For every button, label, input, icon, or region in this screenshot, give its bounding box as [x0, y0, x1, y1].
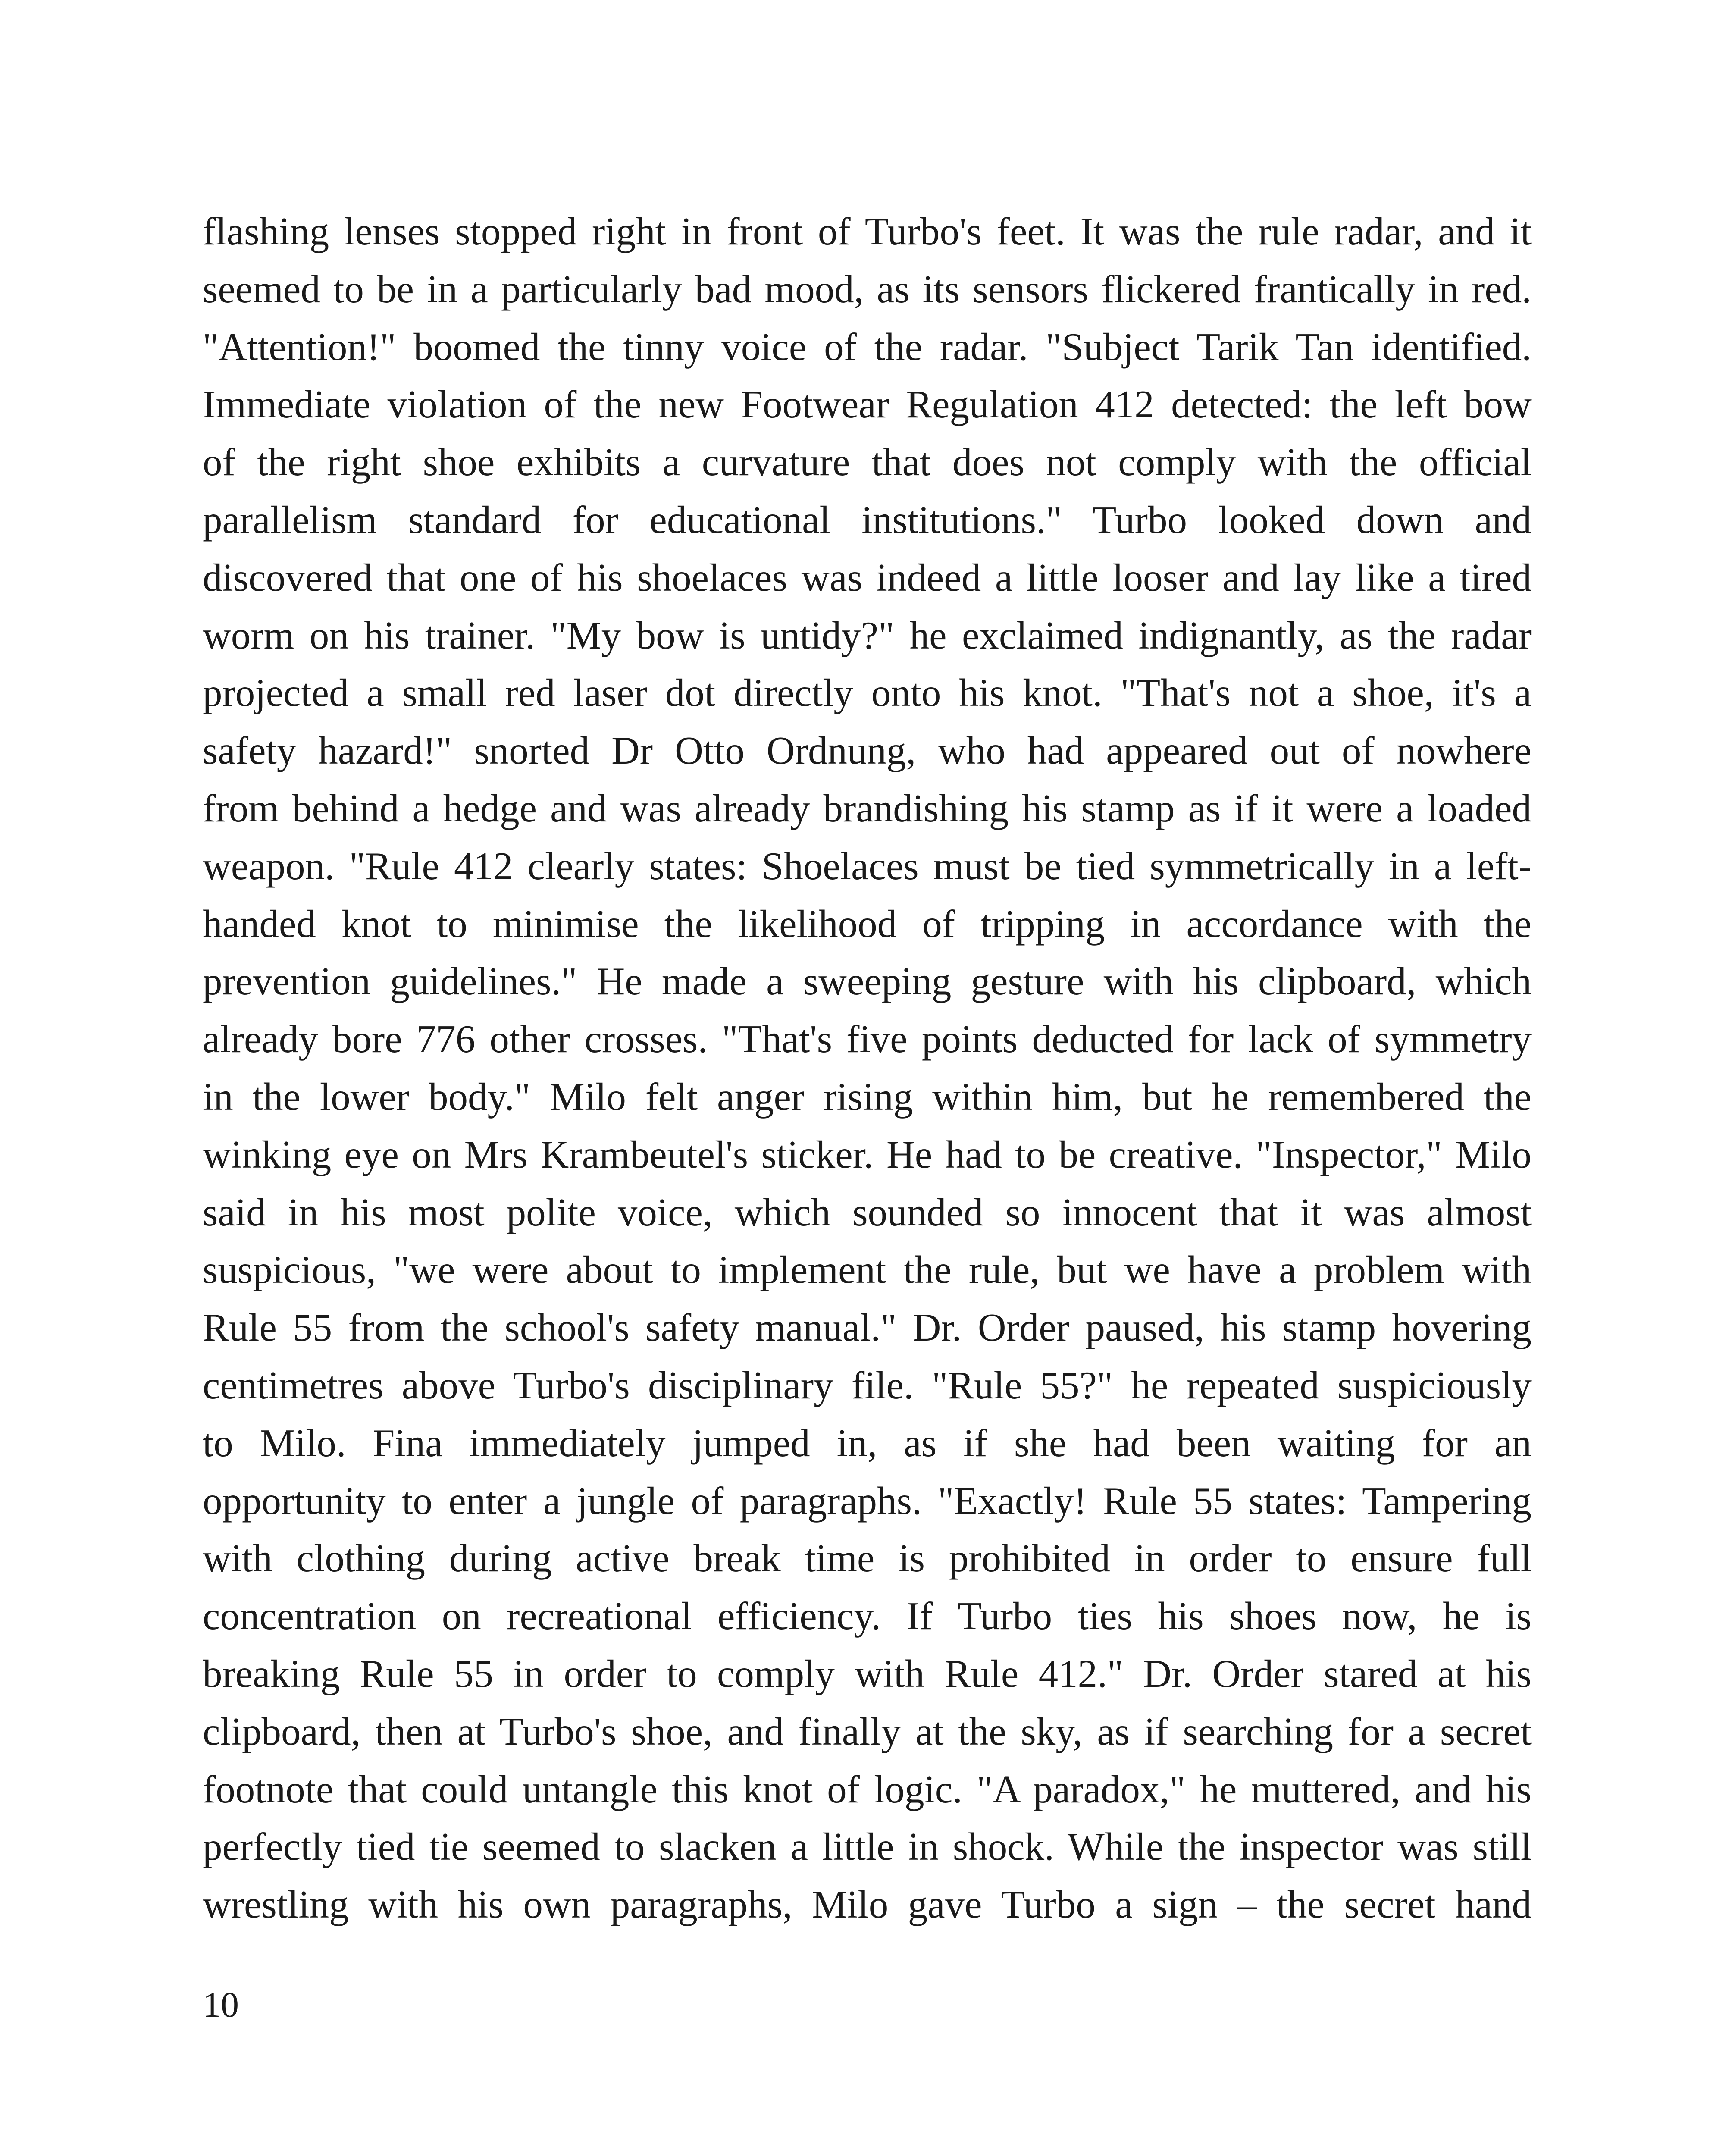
- text-line: breaking Rule 55 in order to comply with Rule 412." Dr. Order stared at his: [203, 1651, 1532, 1695]
- text-line: parallelism standard for educational institutions." Turbo looked down and: [203, 498, 1532, 542]
- text-line: centimetres above Turbo's disciplinary file. "Rule 55?" he repeated suspiciously: [203, 1363, 1532, 1407]
- text-line: "Attention!" boomed the tinny voice of the radar. "Subject Tarik Tan identified.: [203, 325, 1532, 369]
- text-line: concentration on recreational efficiency. If Turbo ties his shoes now, he is: [203, 1594, 1532, 1638]
- text-line: Immediate violation of the new Footwear Regulation 412 detected: the left bow: [203, 382, 1532, 426]
- text-line: flashing lenses stopped right in front of Turbo's feet. It was the rule radar, and it: [203, 210, 1532, 253]
- text-line: winking eye on Mrs Krambeutel's sticker. He had to be creative. "Inspector," Milo: [203, 1132, 1532, 1176]
- text-line: said in his most polite voice, which sounded so innocent that it was almost: [203, 1190, 1532, 1234]
- text-line: already bore 776 other crosses. "That's five points deducted for lack of symmetry: [203, 1017, 1532, 1061]
- page-number: 10: [203, 1985, 239, 2025]
- text-line: perfectly tied tie seemed to slacken a little in shock. While the inspector was still: [203, 1825, 1532, 1869]
- text-line: handed knot to minimise the likelihood of tripping in accordance with the: [203, 902, 1532, 946]
- text-line: weapon. "Rule 412 clearly states: Shoelaces must be tied symmetrically in a left-: [203, 844, 1532, 888]
- text-line: discovered that one of his shoelaces was indeed a little looser and lay like a tired: [203, 555, 1532, 599]
- body-text: [203, 203, 1532, 1934]
- text-line: seemed to be in a particularly bad mood, as its sensors flickered frantically in red.: [203, 267, 1532, 311]
- text-line: opportunity to enter a jungle of paragraphs. "Exactly! Rule 55 states: Tampering: [203, 1479, 1532, 1523]
- text-line: safety hazard!" snorted Dr Otto Ordnung, who had appeared out of nowhere: [203, 729, 1532, 773]
- text-line: worm on his trainer. "My bow is untidy?" he exclaimed indignantly, as the radar: [203, 613, 1532, 657]
- text-line: with clothing during active break time is prohibited in order to ensure full: [203, 1536, 1532, 1580]
- text-line: wrestling with his own paragraphs, Milo gave Turbo a sign – the secret hand: [203, 1883, 1532, 1927]
- text-line: from behind a hedge and was already brandishing his stamp as if it were a loaded: [203, 786, 1532, 830]
- text-line: Rule 55 from the school's safety manual." Dr. Order paused, his stamp hovering: [203, 1306, 1532, 1350]
- text-line: to Milo. Fina immediately jumped in, as if she had been waiting for an: [203, 1421, 1532, 1465]
- text-line: footnote that could untangle this knot of logic. "A paradox," he muttered, and his: [203, 1767, 1532, 1811]
- text-line: in the lower body." Milo felt anger rising within him, but he remembered the: [203, 1075, 1532, 1119]
- text-line: projected a small red laser dot directly onto his knot. "That's not a shoe, it's a: [203, 671, 1532, 715]
- text-line: prevention guidelines." He made a sweeping gesture with his clipboard, which: [203, 959, 1532, 1003]
- text-line: of the right shoe exhibits a curvature that does not comply with the official: [203, 440, 1532, 484]
- text-line: clipboard, then at Turbo's shoe, and finally at the sky, as if searching for a secret: [203, 1709, 1532, 1753]
- text-line: suspicious, "we were about to implement the rule, but we have a problem with: [203, 1248, 1532, 1292]
